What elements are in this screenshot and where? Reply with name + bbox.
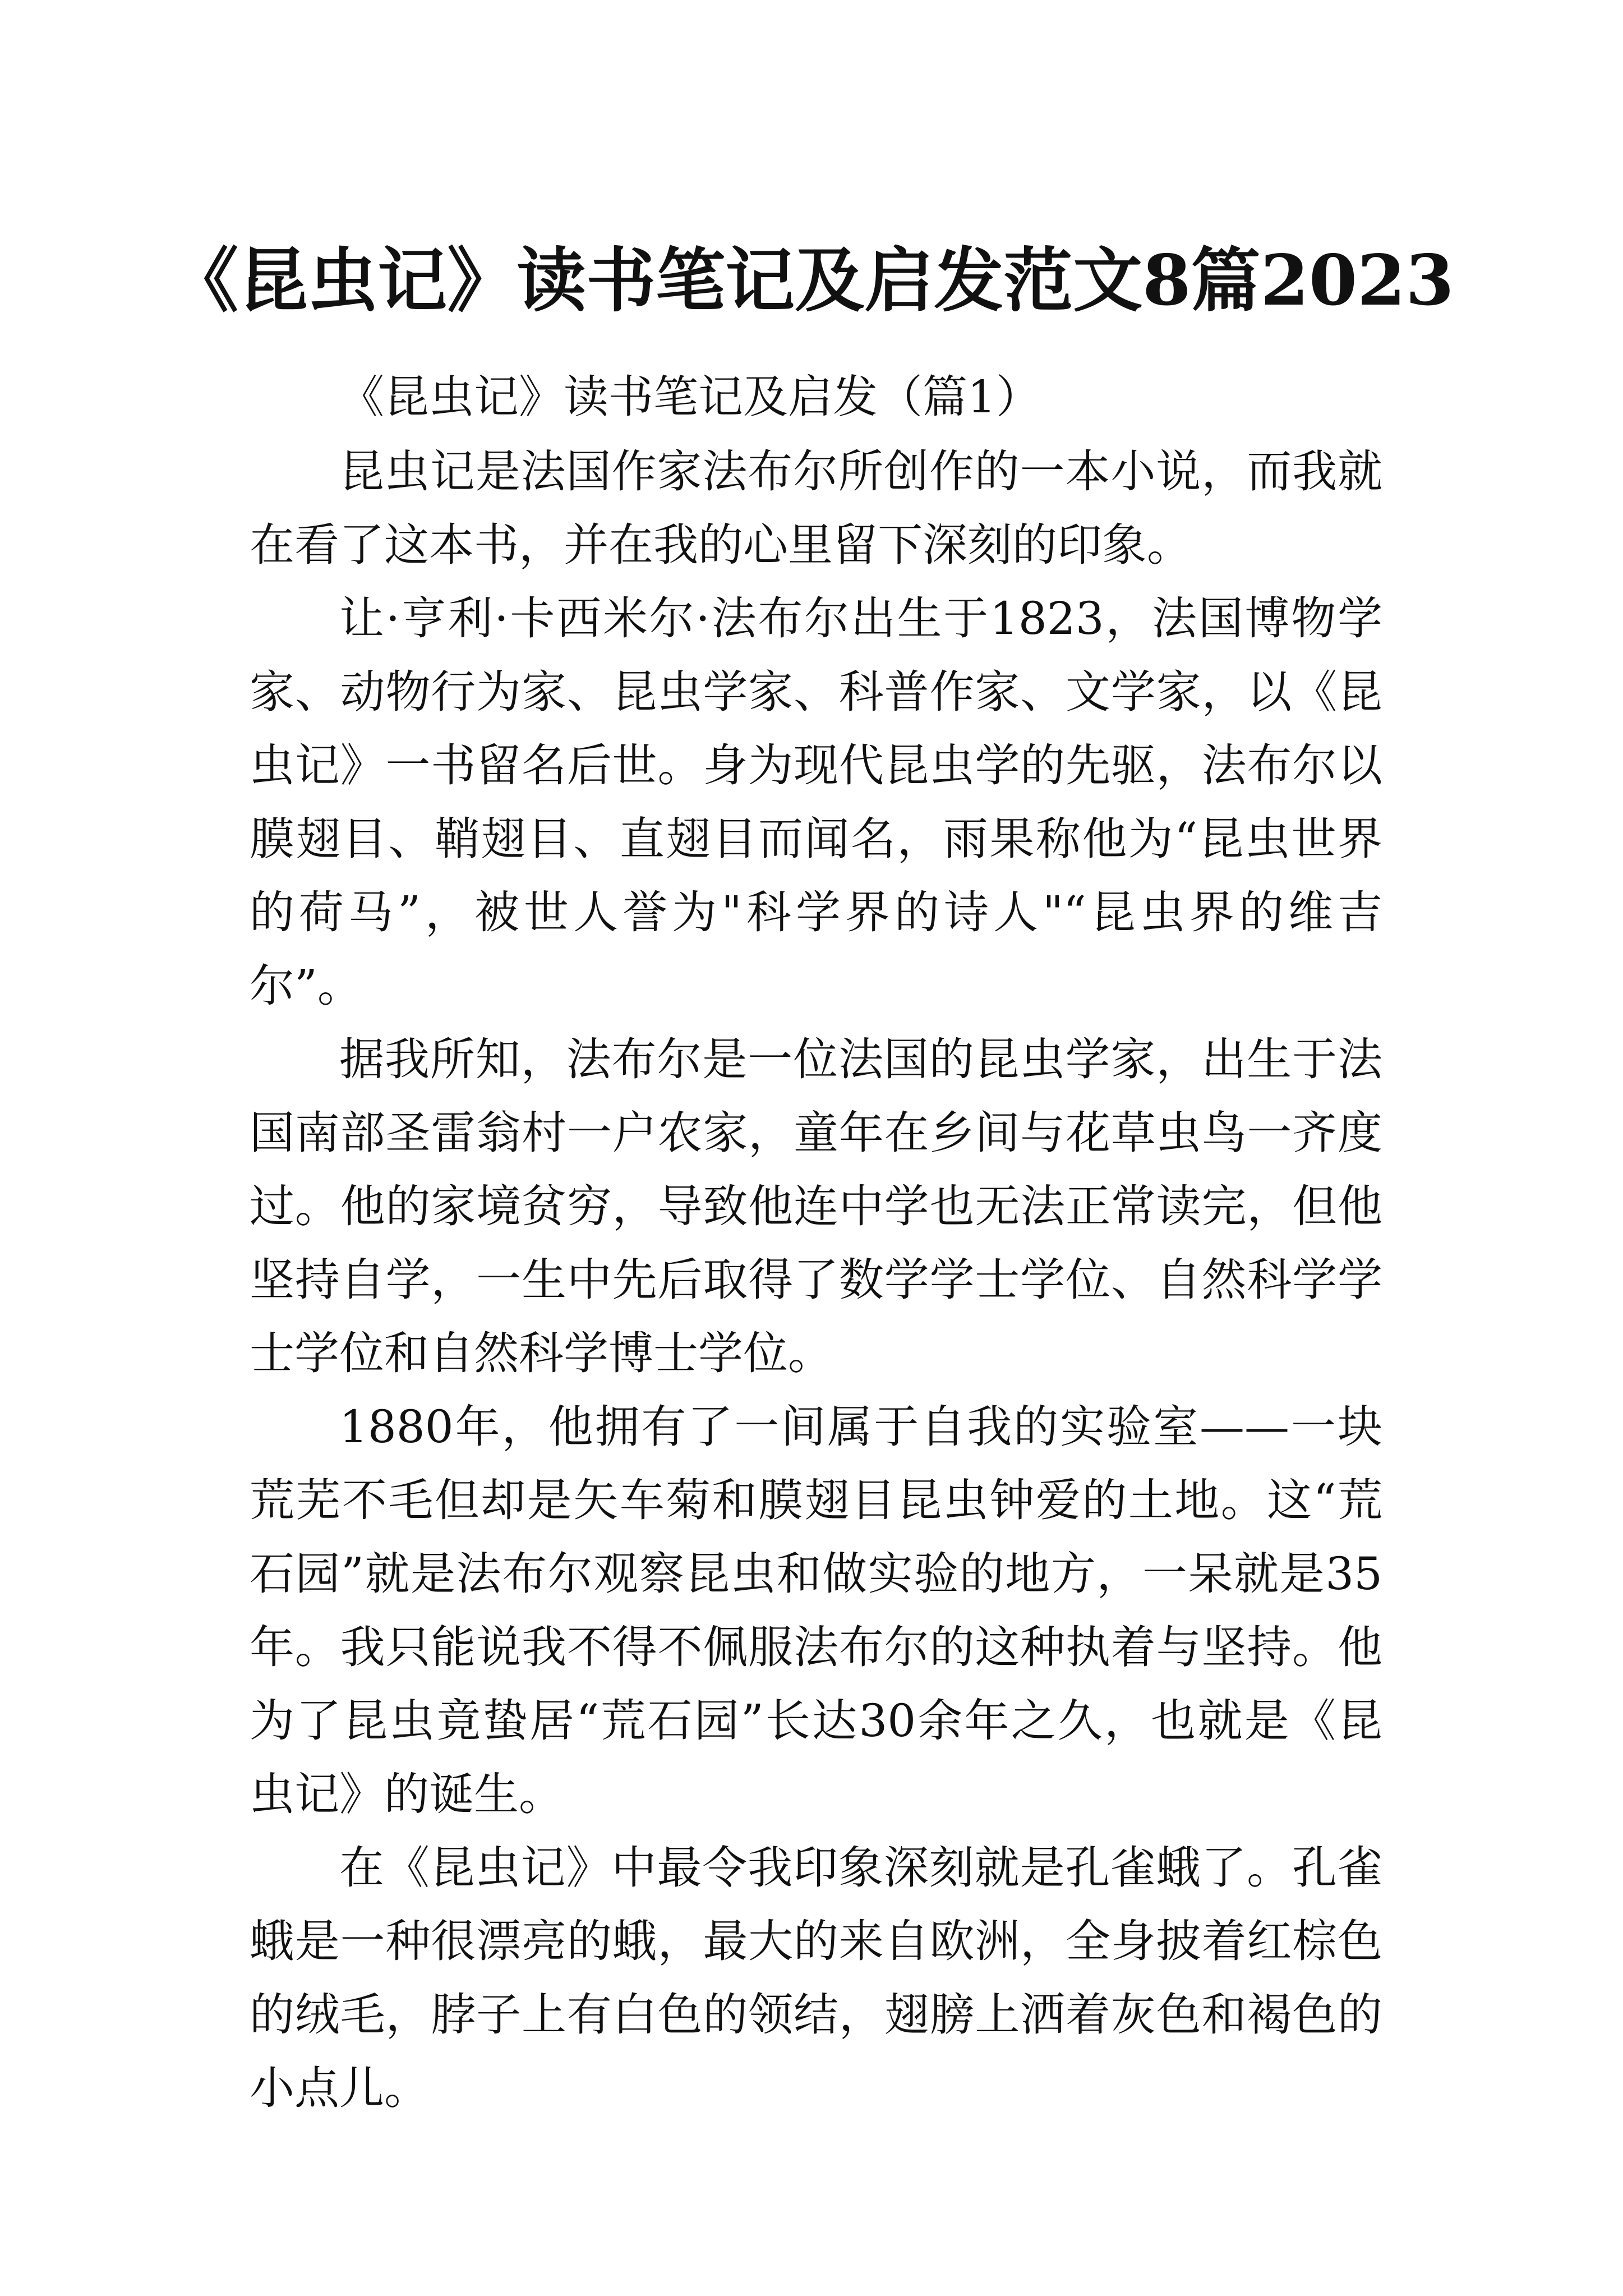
- paragraph-5: 在《昆虫记》中最令我印象深刻就是孔雀蛾了。孔雀蛾是一种很漂亮的蛾，最大的来自欧洲，全身披着红棕色的绒毛，脖子上有白色的领结，翅膀上洒着灰色和褐色的小点儿。: [250, 1842, 1382, 2114]
- paragraph-1: 昆虫记是法国作家法布尔所创作的一本小说，而我就在看了这本书，并在我的心里留下深刻的印象。: [250, 445, 1382, 571]
- paragraph-4: 1880年，他拥有了一间属于自我的实验室——一块荒芜不毛但却是矢车菊和膜翅目昆虫钟爱的土地。这“荒石园”就是法布尔观察昆虫和做实验的地方，一呆就是35年。我只能说我不得不佩服法布尔的这种执着与坚持。他为了昆虫竟蛰居“荒石园”长达30余年之久，也就是《昆虫记》的诞生。: [250, 1401, 1382, 1820]
- document-body: [250, 360, 1382, 2125]
- document-title: 《昆虫记》读书笔记及启发范文8篇2023: [169, 240, 1454, 322]
- section-heading: 《昆虫记》读书笔记及启发（篇1）: [339, 371, 1041, 423]
- paragraph-3: 据我所知，法布尔是一位法国的昆虫学家，出生于法国南部圣雷翁村一户农家，童年在乡间与花草虫鸟一齐度过。他的家境贫穷，导致他连中学也无法正常读完，但他坚持自学，一生中先后取得了数学学士学位、自然科学学士学位和自然科学博士学位。: [250, 1033, 1382, 1379]
- paragraph-2: 让·亨利·卡西米尔·法布尔出生于1823，法国博物学家、动物行为家、昆虫学家、科普作家、文学家，以《昆虫记》一书留名后世。身为现代昆虫学的先驱，法布尔以膜翅目、鞘翅目、直翅目而闻名，雨果称他为“昆虫世界的荷马”，被世人誉为"科学界的诗人"“昆虫界的维吉尔”。: [250, 592, 1382, 1012]
